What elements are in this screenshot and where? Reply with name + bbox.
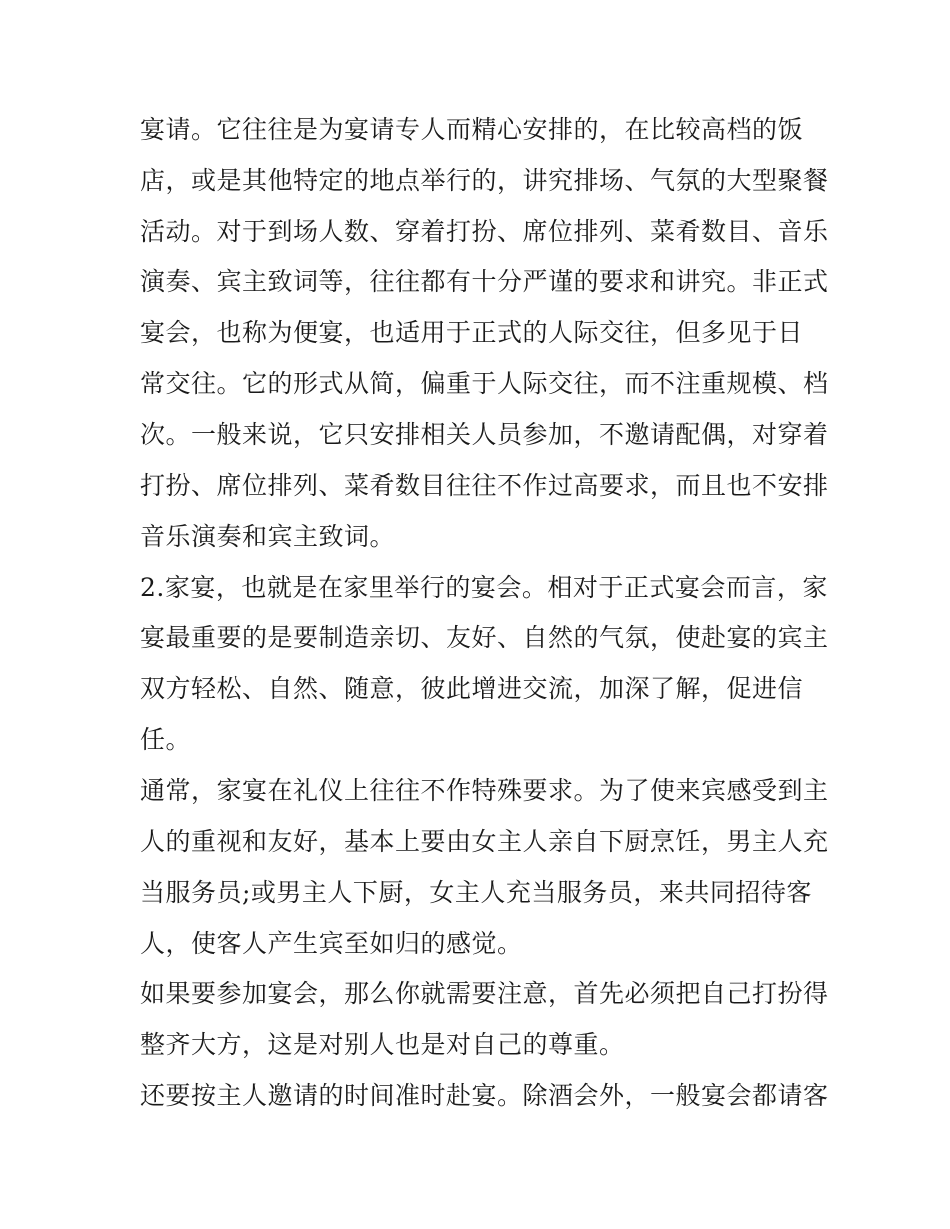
text-line: 演奏、宾主致词等，往往都有十分严谨的要求和讲究。非正式	[140, 267, 829, 296]
text-line: 宴会，也称为便宴，也适用于正式的人际交往，但多见于日	[140, 318, 804, 347]
text-line: 活动。对于到场人数、穿着打扮、席位排列、菜肴数目、音乐	[140, 217, 829, 246]
text-line: 人的重视和友好，基本上要由女主人亲自下厨烹饪，男主人充	[140, 827, 829, 856]
text-line: 宴最重要的是要制造亲切、友好、自然的气氛，使赴宴的宾主	[140, 623, 829, 652]
text-line: 音乐演奏和宾主致词。	[140, 522, 396, 551]
text-line: 如果要参加宴会，那么你就需要注意，首先必须把自己打扮得	[140, 979, 829, 1008]
text-line: 整齐大方，这是对别人也是对自己的尊重。	[140, 1030, 625, 1059]
text-line: 常交往。它的形式从简，偏重于人际交往，而不注重规模、档	[140, 369, 829, 398]
text-line: 次。一般来说，它只安排相关人员参加，不邀请配偶，对穿着	[140, 420, 829, 449]
text-line: 宴请。它往往是为宴请专人而精心安排的，在比较高档的饭	[140, 115, 804, 144]
text-line: 人，使客人产生宾至如归的感觉。	[140, 929, 523, 958]
text-line: 打扮、席位排列、菜肴数目往往不作过高要求，而且也不安排	[140, 471, 829, 500]
text-line: 2.家宴，也就是在家里举行的宴会。相对于正式宴会而言，家	[140, 573, 828, 602]
text-line: 任。	[140, 725, 192, 754]
text-line: 通常，家宴在礼仪上往往不作特殊要求。为了使来宾感受到主	[140, 776, 829, 805]
text-line: 双方轻松、自然、随意，彼此增进交流，加深了解，促进信	[140, 674, 804, 703]
text-line: 还要按主人邀请的时间准时赴宴。除酒会外，一般宴会都请客	[140, 1081, 829, 1110]
text-line: 店，或是其他特定的地点举行的，讲究排场、气氛的大型聚餐	[140, 166, 829, 195]
text-line: 当服务员;或男主人下厨，女主人充当服务员，来共同招待客	[140, 878, 812, 907]
